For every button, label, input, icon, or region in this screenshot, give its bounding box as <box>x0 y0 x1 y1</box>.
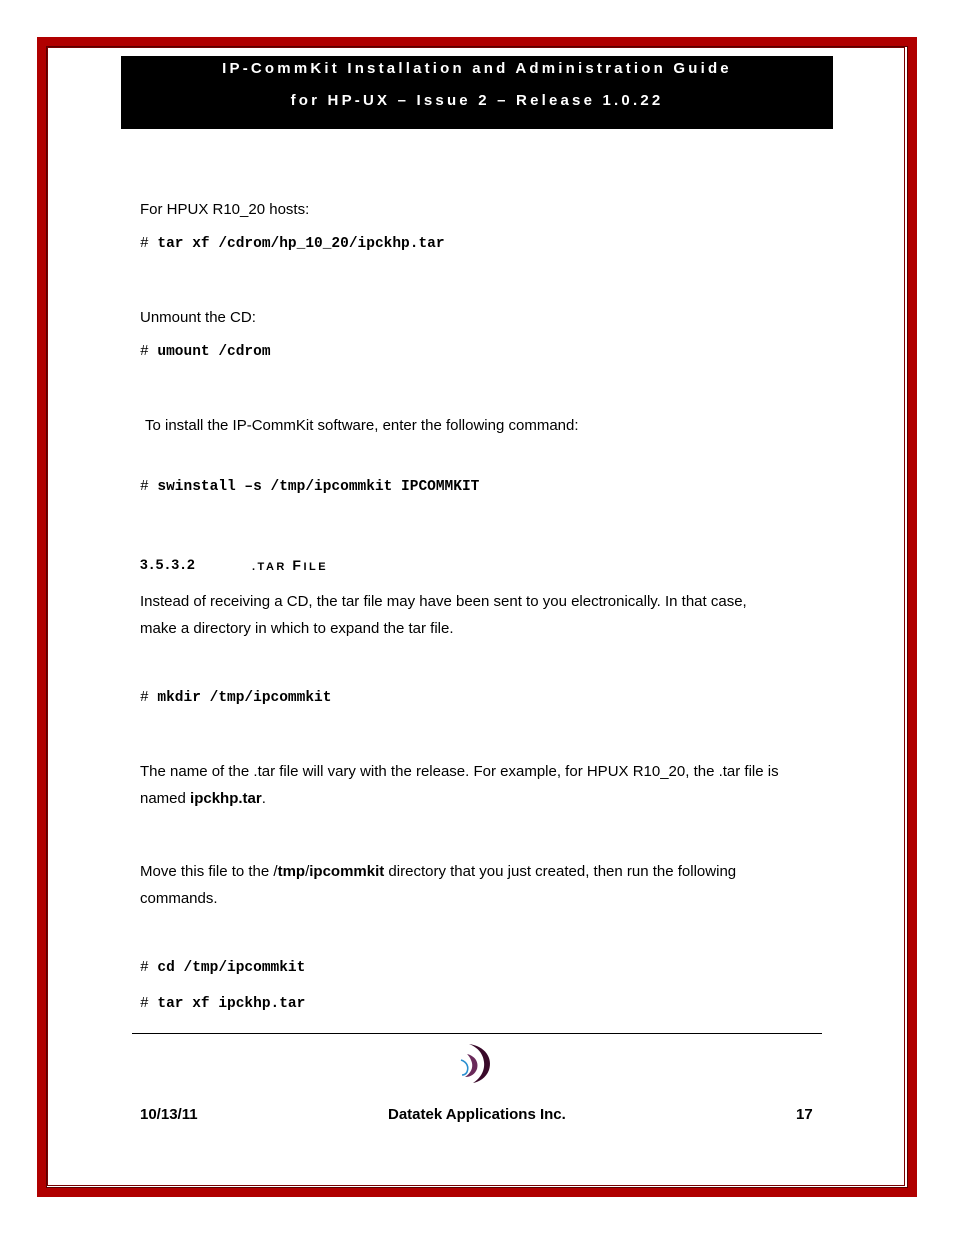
company-logo-icon <box>455 1040 495 1086</box>
footer-company: Datatek Applications Inc. <box>388 1106 566 1123</box>
section-heading <box>140 556 329 573</box>
section-title <box>252 557 328 573</box>
paragraph-line: Instead of receiving a CD, the tar file may have been sent to you electronically. In that case, <box>140 593 747 610</box>
command-text: umount /cdrom <box>157 344 271 360</box>
command-cd <box>140 960 305 976</box>
command-prompt: # <box>140 236 149 252</box>
command-text: mkdir /tmp/ipcommkit <box>157 690 332 706</box>
header-subtitle: for HP-UX – Issue 2 – Release 1.0.22 <box>290 92 664 109</box>
paragraph-move-file <box>140 858 736 912</box>
text-run: . <box>261 790 266 807</box>
path-emphasis: ipcommkit <box>309 863 385 880</box>
command-prompt: # <box>140 996 149 1012</box>
command-umount <box>140 344 271 360</box>
command-text: swinstall –s /tmp/ipcommkit IPCOMMKIT <box>157 479 480 495</box>
paragraph-line: The name of the .tar file will vary with the release. For example, for HPUX R10_20, the .tar file is <box>140 763 779 780</box>
command-tar-extract <box>140 996 305 1012</box>
command-tar-cdrom <box>140 236 445 252</box>
filename-emphasis: ipckhp.tar <box>190 790 262 807</box>
command-swinstall <box>140 479 479 495</box>
command-text: tar xf ipckhp.tar <box>157 996 306 1012</box>
text-run: directory that you just created, then run the following <box>384 863 737 880</box>
paragraph-line: make a directory in which to expand the tar file. <box>140 620 454 637</box>
paragraph-install: To install the IP-CommKit software, enter the following command: <box>145 417 579 434</box>
header-title: IP-CommKit Installation and Administration Guide <box>222 60 732 77</box>
command-mkdir <box>140 690 331 706</box>
paragraph-unmount: Unmount the CD: <box>140 309 256 326</box>
command-prompt: # <box>140 690 149 706</box>
text-run: Move this file to the / <box>140 863 278 880</box>
paragraph-line <box>140 858 736 885</box>
section-number: 3.5.3.2 <box>140 556 197 572</box>
command-text: tar xf /cdrom/hp_10_20/ipckhp.tar <box>157 236 445 252</box>
command-text: cd /tmp/ipcommkit <box>157 960 306 976</box>
section-title-prefix: .TAR <box>252 561 293 573</box>
text-run: / <box>305 863 310 880</box>
text-run: named <box>140 790 191 807</box>
path-emphasis: tmp <box>277 863 306 880</box>
command-prompt: # <box>140 960 149 976</box>
footer-date: 10/13/11 <box>140 1106 198 1123</box>
footer-page-number: 17 <box>796 1106 813 1123</box>
paragraph-line <box>140 785 779 812</box>
footer-divider <box>132 1033 822 1034</box>
paragraph-tar-name <box>140 758 779 812</box>
paragraph-line: commands. <box>140 890 218 907</box>
command-prompt: # <box>140 479 149 495</box>
document-header <box>121 56 833 129</box>
paragraph-hpux-hosts: For HPUX R10_20 hosts: <box>140 201 310 218</box>
section-title-rest: ILE <box>303 561 329 573</box>
section-title-cap: F <box>292 557 304 573</box>
command-prompt: # <box>140 344 149 360</box>
paragraph-instead <box>140 588 747 642</box>
